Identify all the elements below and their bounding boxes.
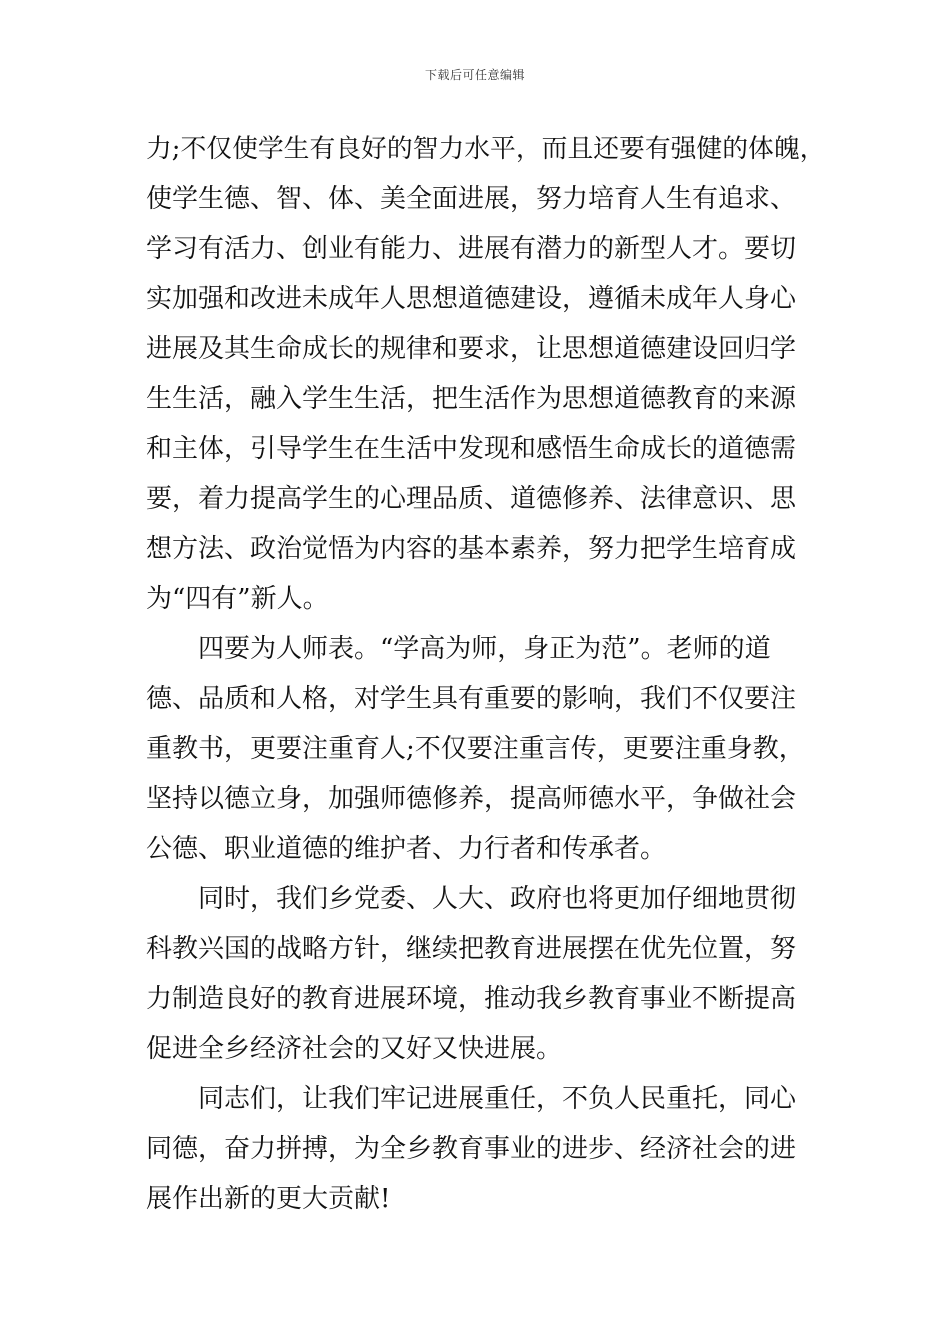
text-line: 展作出新的更大贡献! [146, 1184, 391, 1214]
page-header: 下载后可任意编辑 [424, 68, 525, 82]
text-line: 重教书，更要注重育人;不仅要注重言传，更要注重身教， [146, 734, 805, 764]
text-line: 使学生德、智、体、美全面进展，努力培育人生有追求、 [146, 184, 797, 214]
text-line: 德、品质和人格，对学生具有重要的影响，我们不仅要注 [146, 684, 797, 714]
text-line: 为“四有”新人。 [146, 584, 329, 614]
body-text [146, 124, 826, 1224]
text-line: 公德、职业道德的维护者、力行者和传承者。 [146, 834, 667, 864]
text-line: 四要为人师表。“学高为师，身正为范”。老师的道 [198, 634, 771, 664]
text-line: 生生活，融入学生生活，把生活作为思想道德教育的来源 [146, 384, 797, 414]
text-line: 要，着力提高学生的心理品质、道德修养、法律意识、思 [146, 484, 797, 514]
text-line: 同志们，让我们牢记进展重任，不负人民重托，同心 [198, 1084, 797, 1114]
text-line: 科教兴国的战略方针，继续把教育进展摆在优先位置，努 [146, 934, 797, 964]
text-line: 力制造良好的教育进展环境，推动我乡教育事业不断提高 [146, 984, 797, 1014]
text-line: 和主体，引导学生在生活中发现和感悟生命成长的道德需 [146, 434, 797, 464]
text-line: 想方法、政治觉悟为内容的基本素养，努力把学生培育成 [146, 534, 797, 564]
text-line: 力;不仅使学生有良好的智力水平，而且还要有强健的体魄， [146, 134, 826, 164]
text-line: 促进全乡经济社会的又好又快进展。 [146, 1034, 563, 1064]
text-line: 同时，我们乡党委、人大、政府也将更加仔细地贯彻 [198, 884, 797, 914]
text-line: 进展及其生命成长的规律和要求，让思想道德建设回归学 [146, 334, 797, 364]
text-line: 坚持以德立身，加强师德修养，提高师德水平，争做社会 [146, 784, 797, 814]
text-line: 学习有活力、创业有能力、进展有潜力的新型人才。要切 [146, 234, 797, 264]
text-line: 同德，奋力拼搏，为全乡教育事业的进步、经济社会的进 [146, 1134, 797, 1164]
text-line: 实加强和改进未成年人思想道德建设，遵循未成年人身心 [146, 284, 797, 314]
